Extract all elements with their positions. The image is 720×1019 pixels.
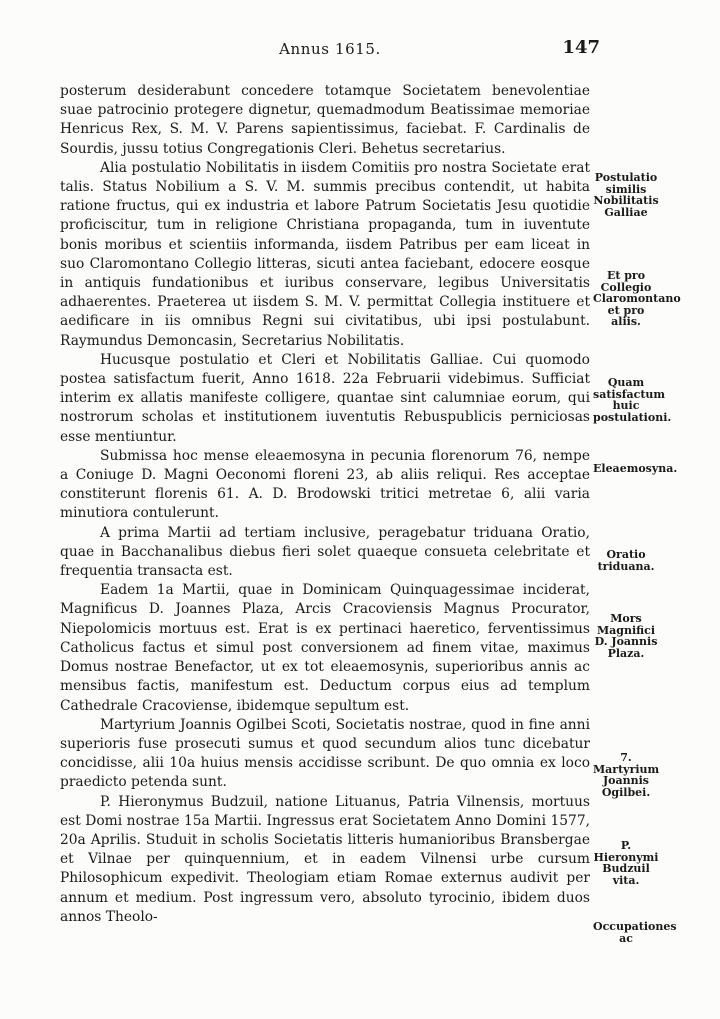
- paragraph-4: Submissa hoc mense eleaemosyna in pecunia florenorum 76, nempe a Coniuge D. Magni Oeconomi floreni 23, ab aliis reliqui. Res acceptae constiterunt florenis 61. A. D. Brodowski tritici metretae 6, alii varia minutiora contulerunt.: [60, 447, 590, 522]
- paragraph-2: Alia postulatio Nobilitatis in iisdem Comitiis pro nostra Societate erat talis. Status Nobilium a S. V. M. summis precibus contendit, ut habita ratione fructus, qui ex industria et labore Patrum Societatis Jesu quotidie proficiscitur, tum in religione Christiana propaganda, tum in iuventute bonis moribus et scientiis informanda, iisdem Patribus per eam liceat in suo Claromontano Collegio litteras, sicuti antea faciebant, edocere eosque in antiquis fundationibus et iuribus conservare, legibus Universitatis adhaerentes. Praeterea ut iisdem S. M. V. permittat Collegia instituere et aedificare in iis omnibus Regni sui civitatibus, ubi ipsi postulabunt. Raymundus Demoncasin, Secretarius Nobilitatis.: [60, 159, 590, 349]
- paragraph-5: A prima Martii ad tertiam inclusive, peragebatur triduana Oratio, quae in Bacchanalibus diebus fieri solet quaeque consueta celebritate et frequentia transacta est.: [60, 524, 590, 580]
- paragraph-3: Hucusque postulatio et Cleri et Nobilitatis Galliae. Cui quomodo postea satisfactum fuerit, Anno 1618. 22a Februarii videbimus. Sufficiat interim ex allatis manifeste colligere, quantae sint calumniae eorum, qui nostrorum scholas et institutionem iuventutis Rebuspublicis perniciosas esse mentiuntur.: [60, 351, 590, 445]
- running-head: Annus 1615.: [279, 40, 381, 58]
- paragraph-7: Martyrium Joannis Ogilbei Scoti, Societatis nostrae, quod in fine anni superioris fuse prosecuti sumus et quod secundum alios tunc dicebatur concidisse, alii 10a huius mensis accidisse scribunt. De quo omnia ex loco praedicto petenda sunt.: [60, 716, 590, 791]
- margin-note-occupationes: Occupationes ac: [593, 920, 677, 945]
- main-text: [60, 82, 590, 927]
- margin-note-postulatio: Postulatio similis Nobilitatis Galliae: [593, 171, 659, 219]
- margin-note-martyrium: 7. Martyrium Joannis Ogilbei.: [593, 751, 660, 799]
- paragraph-1: posterum desiderabunt concedere totamque Societatem benevolentiae suae patrocinio protegere dignetur, quemadmodum Beatissimae memoriae Henricus Rex, S. M. V. Parens sapientissimus, faciebat. F. Cardinalis de Sourdis, jussu totius Congregationis Cleri. Behetus secretarius.: [60, 83, 590, 157]
- margin-note-oratio: Oratio triduana.: [597, 548, 655, 573]
- page-number: 147: [562, 37, 600, 58]
- paragraph-6: Eadem 1a Martii, quae in Dominicam Quinquagessimae inciderat, Magnificus D. Joannes Plaza, Arcis Cracoviensis Magnus Procurator, Niepolomicis mortuus est. Erat is ex pertinaci haeretico, ferventissimus Catholicus factus et simul post conversionem ad finem vitae, maximus Domus nostrae Benefactor, ut ex tot eleaemosynis, superioribus annis ac mensibus factis, manifestum est. Deductum corpus eius ad templum Cathedrale Cracoviense, ibidemque sepultum est.: [60, 582, 590, 714]
- page-header: [60, 37, 600, 64]
- margin-note-eleaemosyna: Eleaemosyna.: [593, 462, 678, 475]
- margin-note-mors: Mors Magnifici D. Joannis Plaza.: [594, 612, 658, 660]
- margin-note-vita: P. Hieronymi Budzuil vita.: [593, 839, 659, 887]
- margin-note-satisfactum: Quam satisfactum huic postulationi.: [593, 376, 672, 424]
- paragraph-8: P. Hieronymus Budzuil, natione Lituanus, Patria Vilnensis, mortuus est Domi nostrae 15a Martii. Ingressus erat Societatem Anno Domini 1577, 20a Aprilis. Studuit in scholis Societatis litteris humanioribus Bransbergae et Vilnae per quinquennium, et in eadem Vilnensi urbe cursum Philosophicum expedivit. Theologiam etiam Romae externus audivit per annum et medium. Post ingressum vero, absoluto tyrocinio, ibidem duos annos Theolo-: [60, 793, 590, 925]
- margin-note-collegio: Et pro Collegio Claromontano et pro aliis.: [593, 269, 681, 328]
